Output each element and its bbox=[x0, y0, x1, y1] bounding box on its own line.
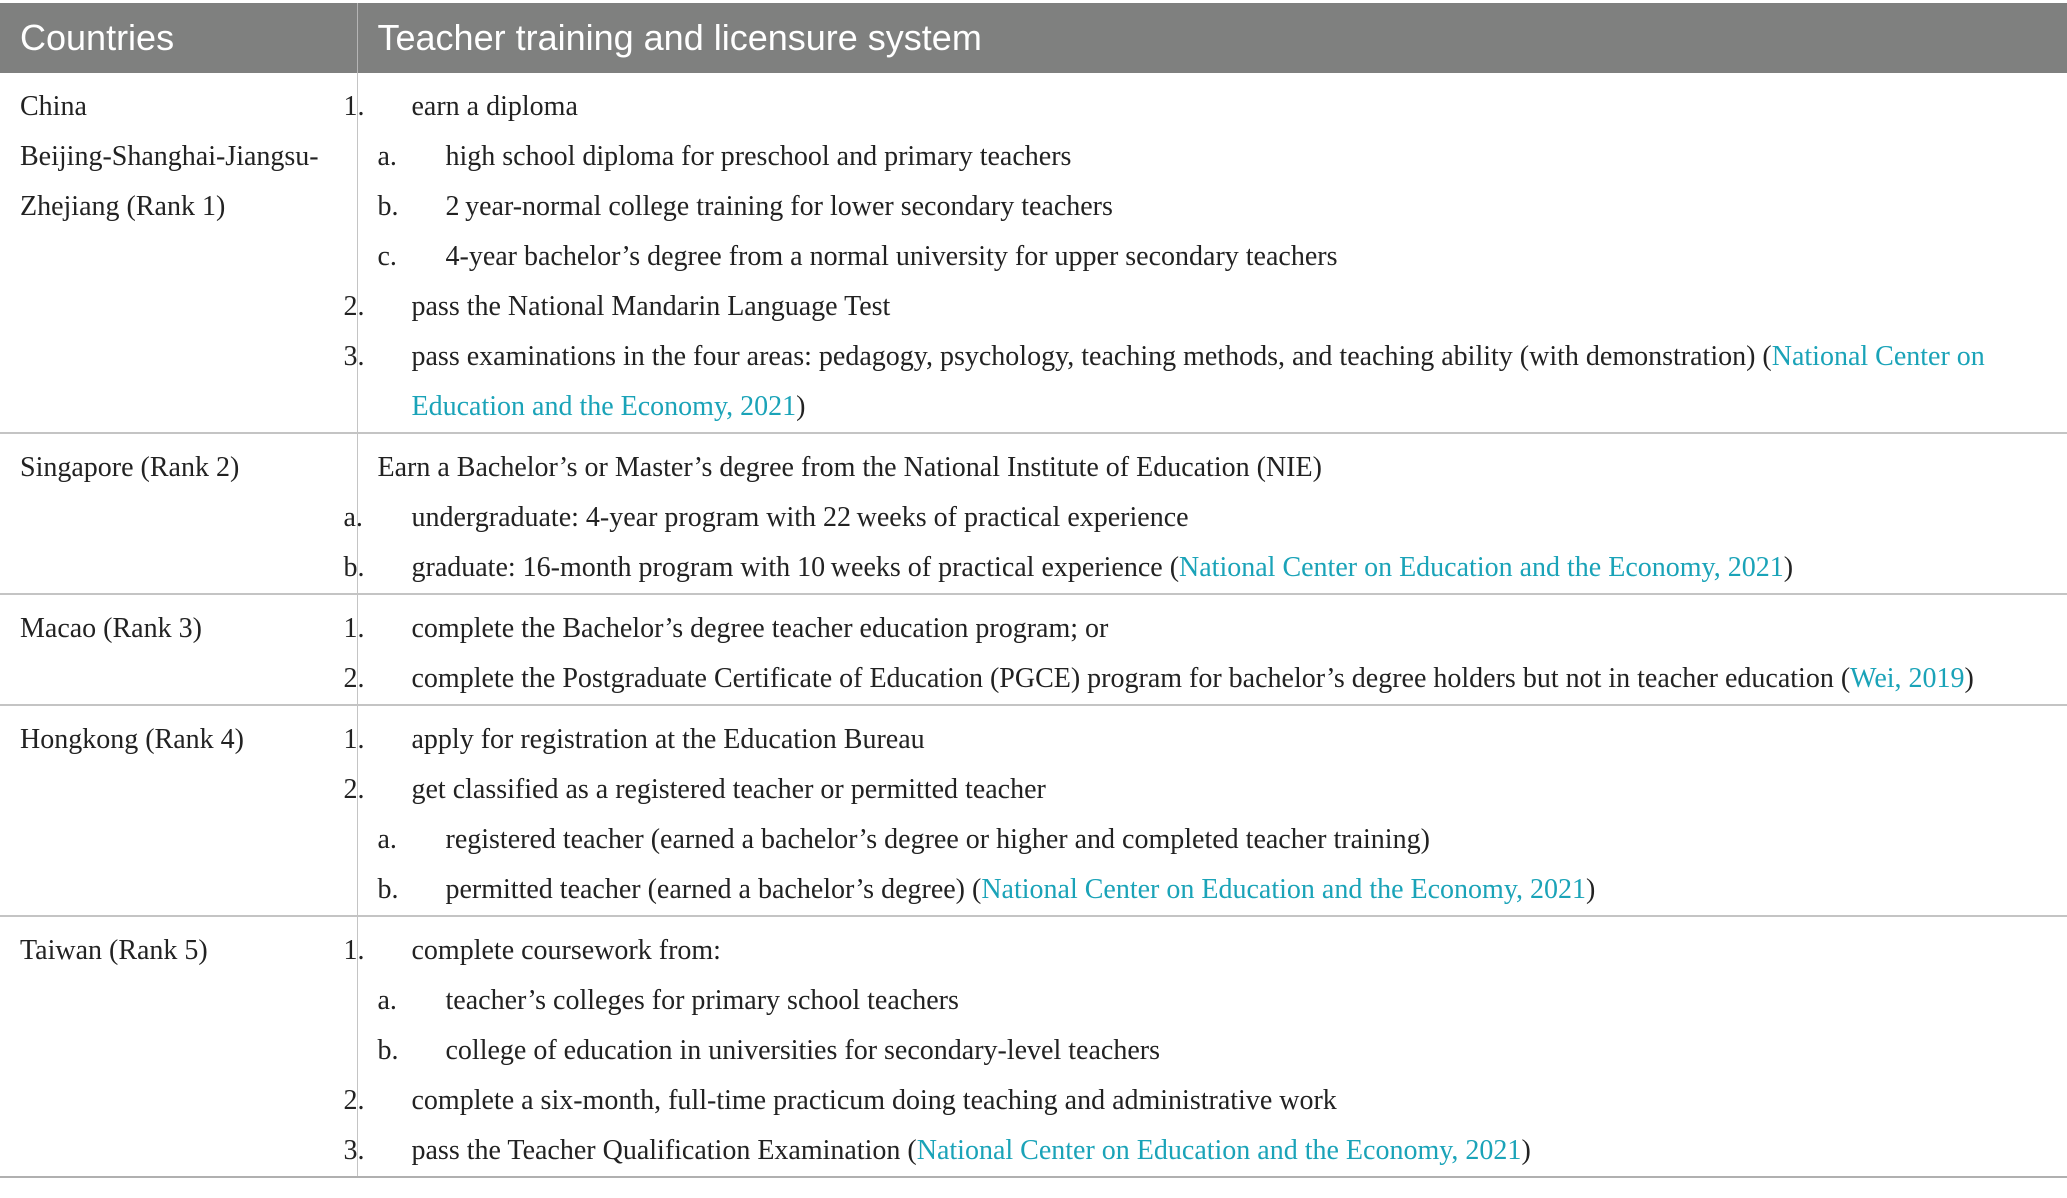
list-item bbox=[343, 604, 2048, 654]
country-name-line: Taiwan (Rank 5) bbox=[20, 935, 208, 966]
list-item bbox=[343, 654, 2048, 704]
list-text: complete coursework from: bbox=[411, 935, 721, 966]
country-name-line: China bbox=[20, 91, 87, 122]
list-item bbox=[343, 282, 2048, 332]
list-item bbox=[343, 715, 2048, 765]
licensure-table bbox=[0, 3, 2067, 1178]
list-marker: b. bbox=[377, 1035, 399, 1066]
table-row bbox=[0, 916, 2067, 1177]
list-item bbox=[378, 232, 2048, 282]
list-item bbox=[378, 865, 2048, 915]
list-marker: 2. bbox=[343, 1085, 365, 1116]
country-cell bbox=[0, 73, 357, 433]
list-marker: b. bbox=[377, 191, 399, 222]
licensure-cell bbox=[343, 594, 2067, 705]
header-countries: Countries bbox=[0, 3, 357, 73]
list-marker: a. bbox=[377, 985, 397, 1016]
licensure-cell bbox=[343, 433, 2067, 594]
country-cell bbox=[0, 705, 357, 916]
country-name-line: Zhejiang (Rank 1) bbox=[20, 191, 226, 222]
list-item bbox=[378, 182, 2048, 232]
list-item bbox=[343, 332, 2048, 432]
list-text: registered teacher (earned a bachelor’s degree or higher and completed teacher training) bbox=[445, 824, 1430, 855]
list-item bbox=[343, 1126, 2048, 1176]
licensure-cell bbox=[343, 73, 2067, 433]
list-text: pass examinations in the four areas: pedagogy, psychology, teaching methods, and teaching ability (with demonstration) ( bbox=[411, 341, 1772, 372]
list-item bbox=[378, 815, 2048, 865]
country-name-line: Macao (Rank 3) bbox=[20, 613, 202, 644]
list-item bbox=[378, 976, 2048, 1026]
closing-paren: ) bbox=[796, 391, 806, 422]
list-text: complete the Postgraduate Certificate of Education (PGCE) program for bachelor’s degree holders but not in teacher education ( bbox=[411, 663, 1851, 694]
list-marker: a. bbox=[343, 502, 363, 533]
country-name-line: Hongkong (Rank 4) bbox=[20, 724, 244, 755]
country-cell bbox=[0, 916, 357, 1177]
list-item bbox=[378, 1026, 2048, 1076]
closing-paren: ) bbox=[1521, 1135, 1531, 1166]
list-text: complete the Bachelor’s degree teacher education program; or bbox=[411, 613, 1109, 644]
country-cell bbox=[0, 594, 357, 705]
list-item bbox=[343, 82, 2048, 132]
country-name-line: Beijing-Shanghai-Jiangsu- bbox=[20, 141, 319, 172]
list-text: earn a diploma bbox=[411, 91, 578, 122]
table-header bbox=[0, 3, 2067, 73]
licensure-cell bbox=[343, 705, 2067, 916]
list-text: apply for registration at the Education Bureau bbox=[411, 724, 925, 755]
closing-paren: ) bbox=[1586, 874, 1596, 905]
list-marker: a. bbox=[377, 141, 397, 172]
list-marker: 1. bbox=[343, 724, 365, 755]
list-item bbox=[343, 765, 2048, 815]
list-marker: c. bbox=[377, 241, 397, 272]
table-body bbox=[0, 73, 2067, 1177]
list-text: 2 year-normal college training for lower secondary teachers bbox=[445, 191, 1113, 222]
list-marker: 3. bbox=[343, 1135, 365, 1166]
list-text: graduate: 16-month program with 10 weeks of practical experience ( bbox=[411, 552, 1180, 583]
closing-paren: ) bbox=[1783, 552, 1794, 583]
table-row bbox=[0, 705, 2067, 916]
list-text: pass the Teacher Qualification Examination ( bbox=[411, 1135, 917, 1166]
list-text: undergraduate: 4-year program with 22 weeks of practical experience bbox=[411, 502, 1189, 533]
country-cell bbox=[0, 433, 357, 594]
citation-link[interactable]: Wei, 2019 bbox=[1850, 663, 1965, 694]
table-row bbox=[0, 433, 2067, 594]
list-marker: 1. bbox=[343, 613, 365, 644]
list-text: pass the National Mandarin Language Test bbox=[411, 291, 891, 322]
list-marker: b. bbox=[343, 552, 365, 583]
list-marker: 2. bbox=[343, 291, 365, 322]
list-item bbox=[343, 1076, 2048, 1126]
list-marker: 2. bbox=[343, 663, 365, 694]
list-item bbox=[378, 443, 2048, 493]
citation-link[interactable]: National Center on Education and the Economy, 2021 bbox=[916, 1135, 1522, 1166]
licensure-cell bbox=[343, 916, 2067, 1177]
list-text: high school diploma for preschool and primary teachers bbox=[445, 141, 1072, 172]
list-item bbox=[378, 132, 2048, 182]
list-marker: a. bbox=[377, 824, 397, 855]
list-text: complete a six-month, full-time practicum doing teaching and administrative work bbox=[411, 1085, 1337, 1116]
list-marker: 3. bbox=[343, 341, 365, 372]
header-licensure-system: Teacher training and licensure system bbox=[357, 3, 2067, 73]
list-marker: 1. bbox=[343, 935, 365, 966]
list-marker: 1. bbox=[343, 91, 365, 122]
table-row bbox=[0, 73, 2067, 433]
header-row bbox=[0, 3, 2067, 73]
list-item bbox=[343, 493, 2048, 543]
table-row bbox=[0, 594, 2067, 705]
closing-paren: ) bbox=[1964, 663, 1974, 694]
list-item bbox=[343, 543, 2048, 593]
list-marker: 2. bbox=[343, 774, 365, 805]
list-text: teacher’s colleges for primary school teachers bbox=[445, 985, 959, 1016]
citation-link[interactable]: National Center on Education and the Economy, 2021 bbox=[411, 341, 1985, 422]
list-text: permitted teacher (earned a bachelor’s degree) ( bbox=[445, 874, 982, 905]
list-item bbox=[343, 926, 2048, 976]
list-text: Earn a Bachelor’s or Master’s degree from the National Institute of Education (NIE) bbox=[377, 452, 1322, 483]
list-text: 4-year bachelor’s degree from a normal university for upper secondary teachers bbox=[445, 241, 1338, 272]
list-text: college of education in universities for secondary-level teachers bbox=[445, 1035, 1160, 1066]
list-text: get classified as a registered teacher or permitted teacher bbox=[411, 774, 1046, 805]
citation-link[interactable]: National Center on Education and the Economy, 2021 bbox=[1179, 552, 1784, 583]
citation-link[interactable]: National Center on Education and the Economy, 2021 bbox=[981, 874, 1587, 905]
list-marker: b. bbox=[377, 874, 399, 905]
country-name-line: Singapore (Rank 2) bbox=[20, 452, 240, 483]
